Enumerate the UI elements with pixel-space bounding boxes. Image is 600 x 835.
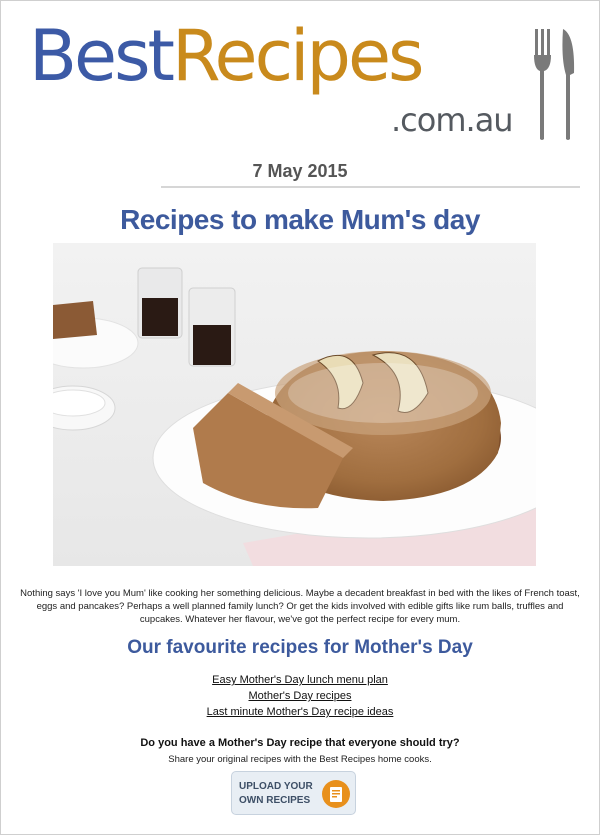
hero-image[interactable] <box>53 243 536 566</box>
link-last-minute-ideas[interactable]: Last minute Mother's Day recipe ideas <box>206 706 394 718</box>
upload-document-icon <box>322 780 350 808</box>
logo-domain-text: .com.au <box>391 101 513 139</box>
logo-best-text: Best <box>29 15 173 97</box>
banana-cake-photo <box>53 243 536 566</box>
link-mothers-day-recipes[interactable]: Mother's Day recipes <box>248 690 352 702</box>
intro-paragraph: Nothing says 'I love you Mum' like cooking her something delicious. Maybe a decadent breakfast in bed with the likes of French toast, eggs and pancakes? Perhaps a well planned family lunch? Or get the kids involved with edible gifts like rum balls, truffles and cupcakes. Whatever her flavour, we've got the perfect recipe for every mum. <box>20 588 580 625</box>
favourites-links <box>1 672 599 720</box>
page-title: Recipes to make Mum's day <box>120 204 480 235</box>
fork-knife-icon <box>533 29 577 141</box>
logo[interactable] <box>29 15 422 97</box>
link-lunch-menu-plan[interactable]: Easy Mother's Day lunch menu plan <box>212 674 388 686</box>
upload-button-label: UPLOAD YOUR OWN RECIPES <box>239 781 313 806</box>
cta-question: Do you have a Mother's Day recipe that everyone should try? <box>140 737 460 749</box>
date-divider <box>161 186 580 188</box>
header <box>1 1 599 151</box>
upload-recipes-button[interactable] <box>231 771 356 815</box>
newsletter-date: 7 May 2015 <box>252 161 348 181</box>
cta-share-text: Share your original recipes with the Best Recipes home cooks. <box>168 754 432 765</box>
favourites-heading: Our favourite recipes for Mother's Day <box>127 637 473 658</box>
logo-recipes-text: Recipes <box>172 15 422 97</box>
